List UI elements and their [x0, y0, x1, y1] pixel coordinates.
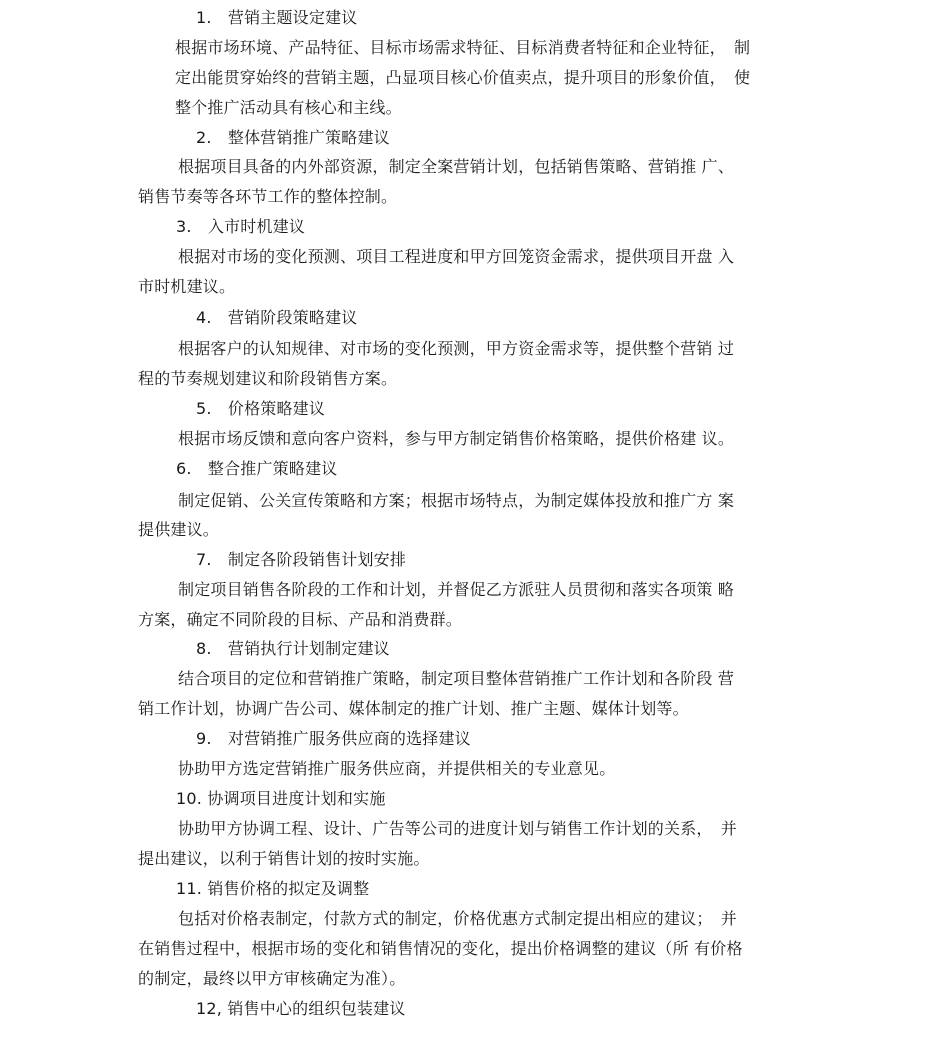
- paragraph-5-line-1: 根据市场反馈和意向客户资料，参与甲方制定销售价格策略，提供价格建 议。: [178, 429, 735, 448]
- heading-6: 6. 整合推广策略建议: [176, 459, 338, 478]
- heading-8: 8. 营销执行计划制定建议: [196, 639, 390, 658]
- paragraph-1-line-1: 根据市场环境、产品特征、目标市场需求特征、目标消费者特征和企业特征， 制: [175, 38, 751, 57]
- paragraph-11-line-1: 包括对价格表制定，付款方式的制定，价格优惠方式制定提出相应的建议； 并: [178, 909, 738, 928]
- paragraph-11-line-2: 在销售过程中，根据市场的变化和销售情况的变化，提出价格调整的建议（所 有价格: [138, 939, 743, 958]
- heading-2: 2. 整体营销推广策略建议: [196, 128, 390, 147]
- heading-10: 10. 协调项目进度计划和实施: [176, 789, 386, 808]
- paragraph-8-line-1: 结合项目的定位和营销推广策略，制定项目整体营销推广工作计划和各阶段 营: [178, 669, 735, 688]
- heading-1: 1. 营销主题设定建议: [196, 8, 358, 27]
- paragraph-1-line-2: 定出能贯穿始终的营销主题，凸显项目核心价值卖点，提升项目的形象价值， 使: [175, 68, 751, 87]
- paragraph-10-line-2: 提出建议，以利于销售计划的按时实施。: [138, 849, 430, 868]
- paragraph-9-line-1: 协助甲方选定营销推广服务供应商，并提供相关的专业意见。: [178, 759, 616, 778]
- paragraph-8-line-2: 销工作计划，协调广告公司、媒体制定的推广计划、推广主题、媒体计划等。: [138, 699, 689, 718]
- paragraph-2-line-1: 根据项目具备的内外部资源，制定全案营销计划，包括销售策略、营销推 广、: [178, 157, 735, 176]
- paragraph-4-line-2: 程的节奏规划建议和阶段销售方案。: [138, 369, 398, 388]
- paragraph-11-line-3: 的制定，最终以甲方审核确定为准）。: [138, 969, 406, 988]
- paragraph-3-line-1: 根据对市场的变化预测、项目工程进度和甲方回笼资金需求，提供项目开盘 入: [178, 247, 735, 266]
- heading-11: 11. 销售价格的拟定及调整: [176, 879, 370, 898]
- paragraph-1-line-3: 整个推广活动具有核心和主线。: [175, 98, 402, 117]
- paragraph-4-line-1: 根据客户的认知规律、对市场的变化预测，甲方资金需求等，提供整个营销 过: [178, 339, 735, 358]
- paragraph-2-line-2: 销售节奏等各环节工作的整体控制。: [138, 187, 398, 206]
- paragraph-6-line-2: 提供建议。: [138, 520, 220, 539]
- heading-5: 5. 价格策略建议: [196, 399, 326, 418]
- paragraph-10-line-1: 协助甲方协调工程、设计、广告等公司的进度计划与销售工作计划的关系， 并: [178, 819, 738, 838]
- paragraph-3-line-2: 市时机建议。: [138, 277, 236, 296]
- heading-9: 9. 对营销推广服务供应商的选择建议: [196, 729, 471, 748]
- paragraph-6-line-1: 制定促销、公关宣传策略和方案；根据市场特点，为制定媒体投放和推广方 案: [178, 491, 735, 510]
- heading-7: 7. 制定各阶段销售计划安排: [196, 550, 407, 569]
- heading-4: 4. 营销阶段策略建议: [196, 308, 358, 327]
- heading-3: 3. 入市时机建议: [176, 217, 306, 236]
- paragraph-7-line-2: 方案，确定不同阶段的目标、产品和消费群。: [138, 610, 463, 629]
- heading-12: 12, 销售中心的组织包装建议: [196, 999, 406, 1018]
- paragraph-7-line-1: 制定项目销售各阶段的工作和计划，并督促乙方派驻人员贯彻和落实各项策 略: [178, 580, 735, 599]
